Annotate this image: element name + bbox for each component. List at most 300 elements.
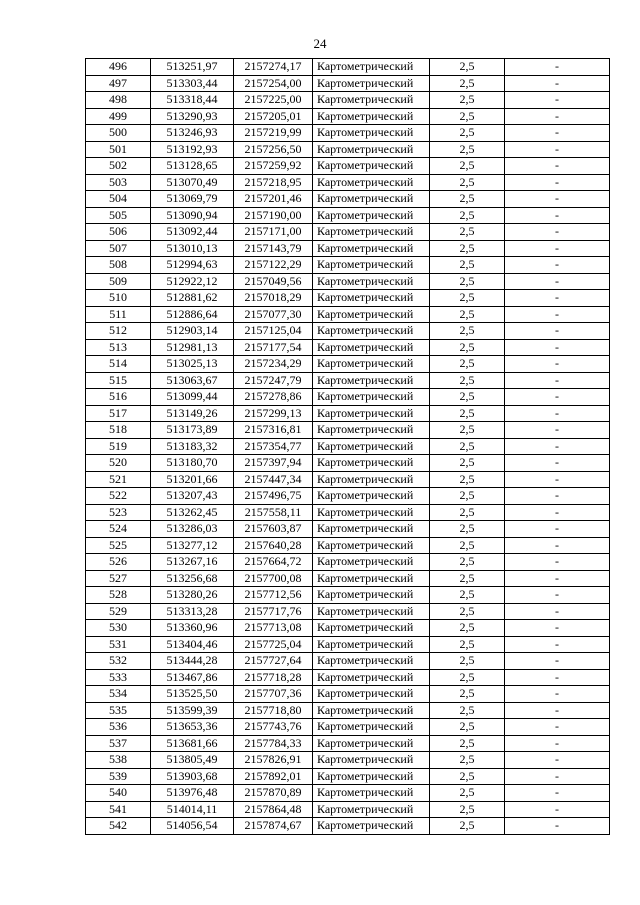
method-cell: Картометрический	[313, 801, 430, 818]
y-coordinate-cell: 2157122,29	[234, 257, 313, 274]
method-cell: Картометрический	[313, 174, 430, 191]
accuracy-cell: 2,5	[430, 438, 505, 455]
method-cell: Картометрический	[313, 438, 430, 455]
accuracy-cell: 2,5	[430, 719, 505, 736]
accuracy-cell: 2,5	[430, 669, 505, 686]
accuracy-cell: 2,5	[430, 141, 505, 158]
method-cell: Картометрический	[313, 537, 430, 554]
note-cell: -	[505, 455, 610, 472]
method-cell: Картометрический	[313, 224, 430, 241]
method-cell: Картометрический	[313, 257, 430, 274]
note-cell: -	[505, 438, 610, 455]
x-coordinate-cell: 512994,63	[151, 257, 234, 274]
y-coordinate-cell: 2157143,79	[234, 240, 313, 257]
method-cell: Картометрический	[313, 455, 430, 472]
x-coordinate-cell: 513246,93	[151, 125, 234, 142]
x-coordinate-cell: 513805,49	[151, 752, 234, 769]
method-cell: Картометрический	[313, 702, 430, 719]
point-number-cell: 507	[86, 240, 151, 257]
point-number-cell: 510	[86, 290, 151, 307]
y-coordinate-cell: 2157218,95	[234, 174, 313, 191]
x-coordinate-cell: 513207,43	[151, 488, 234, 505]
note-cell: -	[505, 719, 610, 736]
accuracy-cell: 2,5	[430, 801, 505, 818]
note-cell: -	[505, 702, 610, 719]
y-coordinate-cell: 2157125,04	[234, 323, 313, 340]
table-row	[86, 702, 610, 719]
table-row	[86, 488, 610, 505]
note-cell: -	[505, 372, 610, 389]
y-coordinate-cell: 2157171,00	[234, 224, 313, 241]
point-number-cell: 531	[86, 636, 151, 653]
x-coordinate-cell: 513256,68	[151, 570, 234, 587]
accuracy-cell: 2,5	[430, 224, 505, 241]
y-coordinate-cell: 2157247,79	[234, 372, 313, 389]
point-number-cell: 529	[86, 603, 151, 620]
accuracy-cell: 2,5	[430, 158, 505, 175]
y-coordinate-cell: 2157274,17	[234, 59, 313, 76]
method-cell: Картометрический	[313, 306, 430, 323]
accuracy-cell: 2,5	[430, 240, 505, 257]
note-cell: -	[505, 537, 610, 554]
y-coordinate-cell: 2157177,54	[234, 339, 313, 356]
table-row	[86, 801, 610, 818]
note-cell: -	[505, 306, 610, 323]
accuracy-cell: 2,5	[430, 75, 505, 92]
y-coordinate-cell: 2157354,77	[234, 438, 313, 455]
x-coordinate-cell: 513180,70	[151, 455, 234, 472]
y-coordinate-cell: 2157664,72	[234, 554, 313, 571]
method-cell: Картометрический	[313, 207, 430, 224]
x-coordinate-cell: 513303,44	[151, 75, 234, 92]
y-coordinate-cell: 2157640,28	[234, 537, 313, 554]
note-cell: -	[505, 125, 610, 142]
method-cell: Картометрический	[313, 125, 430, 142]
point-number-cell: 538	[86, 752, 151, 769]
x-coordinate-cell: 514056,54	[151, 818, 234, 835]
y-coordinate-cell: 2157219,99	[234, 125, 313, 142]
table-row	[86, 719, 610, 736]
y-coordinate-cell: 2157870,89	[234, 785, 313, 802]
method-cell: Картометрический	[313, 75, 430, 92]
x-coordinate-cell: 513010,13	[151, 240, 234, 257]
table-row	[86, 59, 610, 76]
note-cell: -	[505, 801, 610, 818]
table-row	[86, 141, 610, 158]
note-cell: -	[505, 174, 610, 191]
table-row	[86, 570, 610, 587]
point-number-cell: 498	[86, 92, 151, 109]
note-cell: -	[505, 257, 610, 274]
note-cell: -	[505, 405, 610, 422]
note-cell: -	[505, 323, 610, 340]
y-coordinate-cell: 2157190,00	[234, 207, 313, 224]
y-coordinate-cell: 2157077,30	[234, 306, 313, 323]
method-cell: Картометрический	[313, 488, 430, 505]
method-cell: Картометрический	[313, 422, 430, 439]
x-coordinate-cell: 513025,13	[151, 356, 234, 373]
note-cell: -	[505, 504, 610, 521]
accuracy-cell: 2,5	[430, 207, 505, 224]
table-row	[86, 290, 610, 307]
table-row	[86, 75, 610, 92]
point-number-cell: 540	[86, 785, 151, 802]
table-row	[86, 389, 610, 406]
point-number-cell: 506	[86, 224, 151, 241]
accuracy-cell: 2,5	[430, 488, 505, 505]
y-coordinate-cell: 2157718,80	[234, 702, 313, 719]
point-number-cell: 542	[86, 818, 151, 835]
point-number-cell: 503	[86, 174, 151, 191]
method-cell: Картометрический	[313, 405, 430, 422]
y-coordinate-cell: 2157397,94	[234, 455, 313, 472]
y-coordinate-cell: 2157892,01	[234, 768, 313, 785]
table-row	[86, 818, 610, 835]
method-cell: Картометрический	[313, 554, 430, 571]
table-row	[86, 587, 610, 604]
y-coordinate-cell: 2157558,11	[234, 504, 313, 521]
accuracy-cell: 2,5	[430, 174, 505, 191]
x-coordinate-cell: 513286,03	[151, 521, 234, 538]
y-coordinate-cell: 2157718,28	[234, 669, 313, 686]
accuracy-cell: 2,5	[430, 653, 505, 670]
x-coordinate-cell: 513290,93	[151, 108, 234, 125]
x-coordinate-cell: 513267,16	[151, 554, 234, 571]
note-cell: -	[505, 686, 610, 703]
accuracy-cell: 2,5	[430, 702, 505, 719]
point-number-cell: 514	[86, 356, 151, 373]
note-cell: -	[505, 59, 610, 76]
y-coordinate-cell: 2157225,00	[234, 92, 313, 109]
note-cell: -	[505, 92, 610, 109]
method-cell: Картометрический	[313, 240, 430, 257]
note-cell: -	[505, 141, 610, 158]
x-coordinate-cell: 513599,39	[151, 702, 234, 719]
point-number-cell: 504	[86, 191, 151, 208]
point-number-cell: 533	[86, 669, 151, 686]
accuracy-cell: 2,5	[430, 455, 505, 472]
accuracy-cell: 2,5	[430, 603, 505, 620]
x-coordinate-cell: 513099,44	[151, 389, 234, 406]
accuracy-cell: 2,5	[430, 92, 505, 109]
note-cell: -	[505, 554, 610, 571]
method-cell: Картометрический	[313, 356, 430, 373]
y-coordinate-cell: 2157603,87	[234, 521, 313, 538]
y-coordinate-cell: 2157316,81	[234, 422, 313, 439]
table-row	[86, 669, 610, 686]
accuracy-cell: 2,5	[430, 587, 505, 604]
table-row	[86, 653, 610, 670]
point-number-cell: 537	[86, 735, 151, 752]
x-coordinate-cell: 513090,94	[151, 207, 234, 224]
note-cell: -	[505, 75, 610, 92]
x-coordinate-cell: 512886,64	[151, 306, 234, 323]
method-cell: Картометрический	[313, 653, 430, 670]
method-cell: Картометрический	[313, 603, 430, 620]
accuracy-cell: 2,5	[430, 257, 505, 274]
table-row	[86, 603, 610, 620]
method-cell: Картометрический	[313, 273, 430, 290]
x-coordinate-cell: 512922,12	[151, 273, 234, 290]
accuracy-cell: 2,5	[430, 620, 505, 637]
point-number-cell: 527	[86, 570, 151, 587]
y-coordinate-cell: 2157713,08	[234, 620, 313, 637]
point-number-cell: 526	[86, 554, 151, 571]
y-coordinate-cell: 2157826,91	[234, 752, 313, 769]
method-cell: Картометрический	[313, 768, 430, 785]
note-cell: -	[505, 240, 610, 257]
method-cell: Картометрический	[313, 141, 430, 158]
accuracy-cell: 2,5	[430, 290, 505, 307]
table-row	[86, 405, 610, 422]
x-coordinate-cell: 513360,96	[151, 620, 234, 637]
accuracy-cell: 2,5	[430, 818, 505, 835]
note-cell: -	[505, 818, 610, 835]
point-number-cell: 505	[86, 207, 151, 224]
table-row	[86, 455, 610, 472]
note-cell: -	[505, 339, 610, 356]
x-coordinate-cell: 513653,36	[151, 719, 234, 736]
method-cell: Картометрический	[313, 785, 430, 802]
y-coordinate-cell: 2157299,13	[234, 405, 313, 422]
note-cell: -	[505, 521, 610, 538]
note-cell: -	[505, 471, 610, 488]
y-coordinate-cell: 2157234,29	[234, 356, 313, 373]
method-cell: Картометрический	[313, 636, 430, 653]
method-cell: Картометрический	[313, 752, 430, 769]
table-row	[86, 92, 610, 109]
accuracy-cell: 2,5	[430, 570, 505, 587]
y-coordinate-cell: 2157874,67	[234, 818, 313, 835]
x-coordinate-cell: 513404,46	[151, 636, 234, 653]
method-cell: Картометрический	[313, 323, 430, 340]
x-coordinate-cell: 513149,26	[151, 405, 234, 422]
point-number-cell: 512	[86, 323, 151, 340]
method-cell: Картометрический	[313, 372, 430, 389]
point-number-cell: 518	[86, 422, 151, 439]
point-number-cell: 523	[86, 504, 151, 521]
point-number-cell: 534	[86, 686, 151, 703]
note-cell: -	[505, 422, 610, 439]
accuracy-cell: 2,5	[430, 191, 505, 208]
note-cell: -	[505, 570, 610, 587]
x-coordinate-cell: 514014,11	[151, 801, 234, 818]
accuracy-cell: 2,5	[430, 504, 505, 521]
point-number-cell: 516	[86, 389, 151, 406]
y-coordinate-cell: 2157700,08	[234, 570, 313, 587]
accuracy-cell: 2,5	[430, 125, 505, 142]
point-number-cell: 535	[86, 702, 151, 719]
point-number-cell: 513	[86, 339, 151, 356]
table-row	[86, 224, 610, 241]
table-row	[86, 537, 610, 554]
table-row	[86, 752, 610, 769]
table-row	[86, 768, 610, 785]
table-row	[86, 273, 610, 290]
method-cell: Картометрический	[313, 92, 430, 109]
x-coordinate-cell: 513183,32	[151, 438, 234, 455]
y-coordinate-cell: 2157447,34	[234, 471, 313, 488]
method-cell: Картометрический	[313, 620, 430, 637]
note-cell: -	[505, 273, 610, 290]
point-number-cell: 508	[86, 257, 151, 274]
note-cell: -	[505, 669, 610, 686]
coordinates-table	[85, 58, 610, 835]
y-coordinate-cell: 2157259,92	[234, 158, 313, 175]
accuracy-cell: 2,5	[430, 636, 505, 653]
table-row	[86, 257, 610, 274]
method-cell: Картометрический	[313, 504, 430, 521]
x-coordinate-cell: 513467,86	[151, 669, 234, 686]
note-cell: -	[505, 653, 610, 670]
note-cell: -	[505, 735, 610, 752]
method-cell: Картометрический	[313, 521, 430, 538]
table-row	[86, 125, 610, 142]
y-coordinate-cell: 2157201,46	[234, 191, 313, 208]
point-number-cell: 524	[86, 521, 151, 538]
accuracy-cell: 2,5	[430, 471, 505, 488]
table-row	[86, 372, 610, 389]
x-coordinate-cell: 513280,26	[151, 587, 234, 604]
point-number-cell: 539	[86, 768, 151, 785]
x-coordinate-cell: 512881,62	[151, 290, 234, 307]
y-coordinate-cell: 2157205,01	[234, 108, 313, 125]
x-coordinate-cell: 513069,79	[151, 191, 234, 208]
x-coordinate-cell: 513681,66	[151, 735, 234, 752]
note-cell: -	[505, 785, 610, 802]
y-coordinate-cell: 2157254,00	[234, 75, 313, 92]
note-cell: -	[505, 108, 610, 125]
method-cell: Картометрический	[313, 158, 430, 175]
x-coordinate-cell: 513318,44	[151, 92, 234, 109]
table-row	[86, 504, 610, 521]
method-cell: Картометрический	[313, 471, 430, 488]
y-coordinate-cell: 2157864,48	[234, 801, 313, 818]
note-cell: -	[505, 603, 610, 620]
x-coordinate-cell: 513201,66	[151, 471, 234, 488]
method-cell: Картометрический	[313, 191, 430, 208]
accuracy-cell: 2,5	[430, 339, 505, 356]
method-cell: Картометрический	[313, 818, 430, 835]
x-coordinate-cell: 513262,45	[151, 504, 234, 521]
x-coordinate-cell: 513976,48	[151, 785, 234, 802]
point-number-cell: 528	[86, 587, 151, 604]
note-cell: -	[505, 752, 610, 769]
x-coordinate-cell: 513092,44	[151, 224, 234, 241]
point-number-cell: 520	[86, 455, 151, 472]
method-cell: Картометрический	[313, 290, 430, 307]
table-row	[86, 422, 610, 439]
table-row	[86, 306, 610, 323]
accuracy-cell: 2,5	[430, 306, 505, 323]
accuracy-cell: 2,5	[430, 323, 505, 340]
point-number-cell: 517	[86, 405, 151, 422]
x-coordinate-cell: 513525,50	[151, 686, 234, 703]
note-cell: -	[505, 620, 610, 637]
x-coordinate-cell: 513192,93	[151, 141, 234, 158]
point-number-cell: 499	[86, 108, 151, 125]
point-number-cell: 497	[86, 75, 151, 92]
point-number-cell: 525	[86, 537, 151, 554]
y-coordinate-cell: 2157743,76	[234, 719, 313, 736]
point-number-cell: 522	[86, 488, 151, 505]
x-coordinate-cell: 513173,89	[151, 422, 234, 439]
table-row	[86, 191, 610, 208]
accuracy-cell: 2,5	[430, 356, 505, 373]
accuracy-cell: 2,5	[430, 372, 505, 389]
note-cell: -	[505, 356, 610, 373]
accuracy-cell: 2,5	[430, 768, 505, 785]
x-coordinate-cell: 513251,97	[151, 59, 234, 76]
note-cell: -	[505, 587, 610, 604]
y-coordinate-cell: 2157712,56	[234, 587, 313, 604]
table-row	[86, 174, 610, 191]
point-number-cell: 536	[86, 719, 151, 736]
table-row	[86, 158, 610, 175]
y-coordinate-cell: 2157256,50	[234, 141, 313, 158]
point-number-cell: 509	[86, 273, 151, 290]
method-cell: Картометрический	[313, 59, 430, 76]
accuracy-cell: 2,5	[430, 785, 505, 802]
method-cell: Картометрический	[313, 108, 430, 125]
table-row	[86, 554, 610, 571]
point-number-cell: 511	[86, 306, 151, 323]
y-coordinate-cell: 2157717,76	[234, 603, 313, 620]
point-number-cell: 501	[86, 141, 151, 158]
point-number-cell: 519	[86, 438, 151, 455]
table-row	[86, 471, 610, 488]
note-cell: -	[505, 224, 610, 241]
x-coordinate-cell: 513444,28	[151, 653, 234, 670]
table-row	[86, 620, 610, 637]
x-coordinate-cell: 513070,49	[151, 174, 234, 191]
method-cell: Картометрический	[313, 587, 430, 604]
method-cell: Картометрический	[313, 735, 430, 752]
point-number-cell: 515	[86, 372, 151, 389]
y-coordinate-cell: 2157049,56	[234, 273, 313, 290]
accuracy-cell: 2,5	[430, 59, 505, 76]
point-number-cell: 496	[86, 59, 151, 76]
method-cell: Картометрический	[313, 669, 430, 686]
x-coordinate-cell: 512981,13	[151, 339, 234, 356]
x-coordinate-cell: 513277,12	[151, 537, 234, 554]
table-row	[86, 686, 610, 703]
x-coordinate-cell: 513313,28	[151, 603, 234, 620]
table-row	[86, 108, 610, 125]
y-coordinate-cell: 2157784,33	[234, 735, 313, 752]
note-cell: -	[505, 290, 610, 307]
accuracy-cell: 2,5	[430, 686, 505, 703]
method-cell: Картометрический	[313, 570, 430, 587]
x-coordinate-cell: 512903,14	[151, 323, 234, 340]
note-cell: -	[505, 207, 610, 224]
y-coordinate-cell: 2157496,75	[234, 488, 313, 505]
table-row	[86, 339, 610, 356]
y-coordinate-cell: 2157278,86	[234, 389, 313, 406]
accuracy-cell: 2,5	[430, 108, 505, 125]
accuracy-cell: 2,5	[430, 422, 505, 439]
table-row	[86, 356, 610, 373]
note-cell: -	[505, 636, 610, 653]
coordinates-table-body	[86, 59, 610, 835]
table-row	[86, 735, 610, 752]
x-coordinate-cell: 513128,65	[151, 158, 234, 175]
y-coordinate-cell: 2157018,29	[234, 290, 313, 307]
table-row	[86, 438, 610, 455]
table-row	[86, 785, 610, 802]
y-coordinate-cell: 2157727,64	[234, 653, 313, 670]
y-coordinate-cell: 2157707,36	[234, 686, 313, 703]
